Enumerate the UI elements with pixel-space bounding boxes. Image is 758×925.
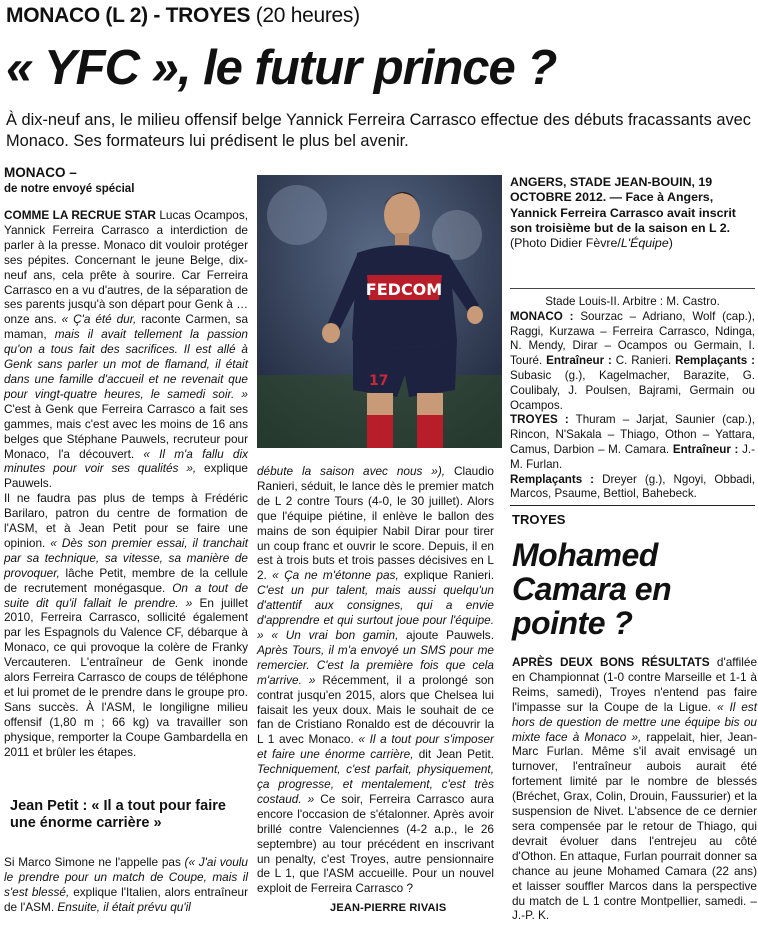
article-lead: COMME LA RECRUE STAR — [4, 208, 156, 222]
lineup-players: Sourzac – Adriano, Wolf (cap.), Raggi, Kurzawa – Ferreira Carrasco, Ndinga, N. Mendy, Dirar – Ocampos ou Germain, I. Touré. — [510, 309, 755, 368]
photo-caption — [510, 175, 755, 251]
article-quote: « Un vrai bon gamin, — [263, 627, 399, 642]
article-quote: Ensuite, il était prévu qu'il — [57, 899, 191, 914]
lineup-subs: Subasic (g.), Kagelmacher, Barazite, G. Coulibaly, J. Poulsen, Bajrami, Germain ou Ocampos. — [510, 368, 755, 412]
lineup-coach: C. Ranieri. — [611, 354, 676, 368]
caption-credit: (Photo Didier Fèvre/ — [510, 236, 621, 251]
byline-place: MONACO – — [4, 165, 77, 180]
side-quote: « Il est hors de question de mettre une équipe bis ou mixte face à Monaco », — [512, 699, 757, 744]
section-label: TROYES — [512, 512, 566, 527]
article-quote: « Ça ne m'étonne pas, — [272, 568, 399, 583]
article-text: En juillet 2010, Ferreira Carrasco, sollicité également par les Espagnols du Valence CF, débarque à Monaco, ce qui provoque la colère de Franky Vercauteren. L'entraîneur de Genk inonde alors Ferreira Carrasco de coups de téléphone et lui promet de le prendre dans le groupe pro. Sans succès. À l'ASM, le longiligne milieu offensif (1,80 m ; 66 kg) va travailler son physique, remporter la Coupe Gambardella en 2011 et brûler les étapes. — [4, 595, 248, 759]
article-quote: « Ç'a été dur, — [61, 312, 137, 327]
article-quote: « Il a tout pour s'imposer et faire une énorme carrière, — [257, 732, 494, 762]
player-photo — [257, 175, 502, 448]
article-quote: On a tout de suite dit qu'il fallait le prendre. » — [4, 580, 248, 610]
player-illustration — [257, 175, 502, 448]
standfirst: À dix-neuf ans, le milieu offensif belge Yannick Ferreira Carrasco effectue des débuts fracassants avec Monaco. Ses formateurs lui prédisent le plus bel avenir. — [6, 111, 751, 150]
article-text: Il ne faudra pas plus de temps à Frédéric Barilaro, patron du centre de formation de l'ASM, et à Jean Petit pour se faire une opinion. — [4, 491, 248, 550]
article-text: Si Marco Simone ne l'appelle pas — [4, 855, 185, 869]
caption-credit-end: ) — [668, 236, 673, 251]
article-text: Claudio Ranieri, séduit, le lance dès le premier match de L 2 contre Tours (4-0, le 30 juillet). Alors que l'équipe piétine, il enlève le ballon des mains de son équipier Nabil Dirar pour tirer un coup franc et ouvrir le score. Depuis, il en est à trois buts et trois passes décisives en L 2. — [257, 464, 494, 583]
lineup-box — [510, 288, 755, 502]
article-quote: mais il avait tellement la passion qu'on a tous fait des sacrifices. Il est allé à Genk sans parler un mot de flamand, il était dans une famille d'accueil et ne revenait que pour vingt-quatre heures, le samedi soir. » — [4, 327, 248, 401]
article-text: explique l'Italien, alors entraîneur de l'ASM. — [4, 884, 248, 914]
lineup-stadium: Stade Louis-II. Arbitre : M. Castro. — [545, 295, 720, 308]
article-column-1-end — [4, 855, 248, 915]
kicker-time: (20 heures) — [255, 4, 360, 27]
side-text: rappelait, hier, Jean-Marc Furlan. Même s'il avait envisagé un turnover, l'entraîneur aubois aurait été fortement limité par le nombre de blessés (Bréchet, Grax, Colin, Drouin, Faussurier) et la suspension de Nivet. L'absence de ce dernier sera compensée par le retour de Thiago, qui devrait évoluer dans l'entrejeu au côté d'Othon. En attaque, Furlan pourrait donner sa chance au jeune Mohamed Camara (22 ans) et laisser souffler Marcos dans la perspective du match de L 1 contre Montpellier, samedi. – J.-P. K. — [512, 729, 757, 923]
lineup-coach: J.-M. Furlan. — [510, 442, 755, 471]
pull-quote: Jean Petit : « Il a tout pour faire une énorme carrière » — [10, 798, 226, 831]
article-text: dit Jean Petit. — [413, 747, 494, 762]
article-quote: C'est un pur talent, mais aussi quelqu'un d'attentif aux consignes, qui a envie d'apprendre et qui surtout joue pour l'équipe. » — [257, 583, 494, 642]
article-text: ajoute Pauwels. — [398, 627, 494, 642]
article-quote: Après Tours, il m'a envoyé un SMS pour me remercier. C'est la première fois que cela m'arrive. » — [257, 642, 494, 687]
side-text: d'affilée en Championnat (1-0 contre Marseille et 1-1 à Reims, samedi), Troyes n'entend pas faire l'impasse sur la Coupe de la Ligue. — [512, 655, 758, 714]
kicker-teams: MONACO (L 2) - TROYES — [6, 4, 251, 27]
lineup-coach-label: Entraîneur : — [546, 354, 612, 368]
lineup-subs-label: Remplaçants : — [510, 472, 595, 486]
lineup-subs-label: Remplaçants : — [675, 354, 755, 368]
lineup-team-label: TROYES : — [510, 413, 569, 427]
article-text: raconte Carmen, sa maman, — [4, 312, 248, 342]
article-quote: débute la saison avec nous »), — [257, 464, 446, 478]
lineup-coach-label: Entraîneur : — [672, 442, 739, 456]
kicker — [6, 4, 360, 28]
side-lead: APRÈS DEUX BONS RÉSULTATS — [512, 655, 710, 669]
byline-author: de notre envoyé spécial — [4, 183, 135, 195]
article-column-1 — [4, 208, 248, 760]
shorts-number: 17 — [369, 373, 389, 389]
article-text: Ce soir, Ferreira Carrasco aura encore l'occasion de s'étalonner. Après avoir brillé contre Valenciennes (4-2 a.p., le 26 septembre) au tour précédent en inscrivant un penalty, c'est Troyes, autre pensionnaire de L 1, que l'ASM accueille. Pour un nouvel exploit de Ferreira Carrasco ? — [257, 791, 494, 896]
article-column-2 — [257, 464, 494, 896]
caption-bold: ANGERS, STADE JEAN-BOUIN, 19 OCTOBRE 2012. — Face à Angers, Yannick Ferreira Carrasco avait inscrit son troisième but de la saison en L 2. — [510, 175, 736, 235]
article-text: Récemment, il a prolongé son contrat jusqu'en 2015, alors que Chelsea lui faisait les yeux doux. Mais le souhait de ce fan de Cristiano Ronaldo est de découvrir la L 1 avec Monaco. — [257, 672, 494, 747]
article-text: lâche Petit, membre de la cellule de recrutement monégasque. — [4, 565, 248, 595]
side-article — [512, 655, 757, 923]
signature: JEAN-PIERRE RIVAIS — [330, 902, 447, 914]
article-text: explique Pauwels. — [4, 461, 248, 491]
byline — [4, 165, 134, 197]
article-text: Lucas Ocampos, Yannick Ferreira Carrasco a interdiction de parler à la presse. Monaco dit vouloir protéger ses pépites. Concernant le jeune Belge, dix-neuf ans, cela prête à sourire. Car Ferreira Carrasco en a vu d'autres, de la séparation de ses parents jusqu'à son départ pour Genk à …onze ans. — [4, 208, 249, 327]
lineup-players: Thuram – Jarjat, Saunier (cap.), Rincon, N'Sakala – Thiago, Othon – Yattara, Camus, Darbion – M. Camara. — [510, 413, 755, 456]
article-text: explique Ranieri. — [398, 568, 494, 583]
divider — [510, 505, 755, 506]
article-quote: (« J'ai voulu le prendre pour un match de Coupe, mais il s'est blessé, — [4, 855, 248, 899]
article-quote: « Il m'a fallu dix minutes pour voir ses qualités », — [4, 446, 248, 476]
side-headline: Mohamed Camara en pointe ? — [512, 537, 672, 641]
article-quote: Techniquement, c'est parfait, physiquement, ça progresse, et mentalement, c'est très costaud. » — [257, 762, 494, 806]
article-text: C'est à Genk que Ferreira Carrasco a fait ses gammes, mais c'est avec les moins de 16 ans belges que Stéphane Pauwels, recruteur pour Monaco, l'a découvert. — [4, 401, 248, 461]
caption-credit-source: L'Équipe — [620, 236, 669, 251]
lineup-subs: Dreyer (g.), Ngoyi, Obbadi, Marcos, Psaume, Bettiol, Bahebeck. — [510, 472, 755, 501]
jersey-sponsor: FEDCOM — [365, 280, 443, 299]
article-quote: « Dès son premier essai, il tranchait par sa technique, sa vitesse, sa manière de provoquer, — [4, 535, 248, 580]
headline: « YFC », le futur prince ? — [6, 41, 557, 95]
lineup-team-label: MONACO : — [510, 309, 574, 323]
